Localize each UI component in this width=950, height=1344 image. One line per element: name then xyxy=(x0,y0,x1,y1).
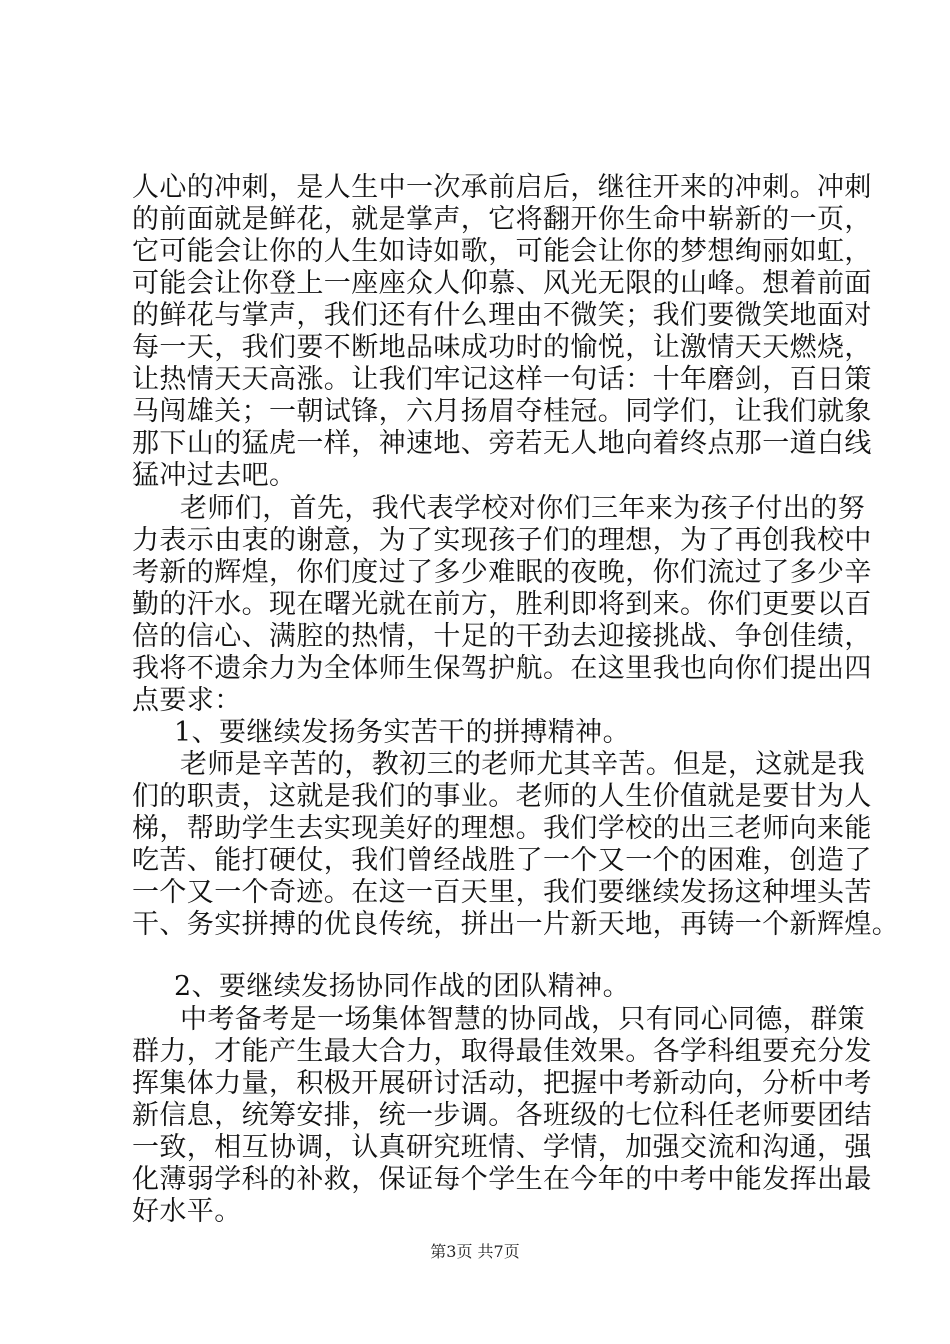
body-text-line: 考新的辉煌，你们度过了多少难眠的夜晚，你们流过了多少辛 xyxy=(132,556,872,588)
paragraph-start-line: 老师们，首先，我代表学校对你们三年来为孩子付出的努 xyxy=(180,492,865,524)
body-text-line: 一致，相互协调，认真研究班情、学情，加强交流和沟通，强 xyxy=(132,1131,872,1163)
body-text-line: 可能会让你登上一座座众人仰慕、风光无限的山峰。想着前面 xyxy=(132,268,872,300)
body-text-line: 勤的汗水。现在曙光就在前方，胜利即将到来。你们更要以百 xyxy=(132,588,872,620)
body-text-line: 一个又一个奇迹。在这一百天里，我们要继续发扬这种埋头苦 xyxy=(132,877,872,909)
body-text-line: 力表示由衷的谢意，为了实现孩子们的理想，为了再创我校中 xyxy=(132,524,872,556)
page-number-footer: 第3页 共7页 xyxy=(430,1242,520,1261)
section-heading: 1、要继续发扬务实苦干的拼搏精神。 xyxy=(174,716,630,748)
body-text-line: 马闯雄关；一朝试锋，六月扬眉夺桂冠。同学们，让我们就象 xyxy=(132,396,872,428)
body-text-line: 猛冲过去吧。 xyxy=(132,460,297,492)
body-text-line: 那下山的猛虎一样，神速地、旁若无人地向着终点那一道白线 xyxy=(132,428,872,460)
body-text-line: 让热情天天高涨。让我们牢记这样一句话：十年磨剑，百日策 xyxy=(132,364,872,396)
body-text-line: 的前面就是鲜花，就是掌声，它将翻开你生命中崭新的一页， xyxy=(132,204,872,236)
paragraph-start-line: 老师是辛苦的，教初三的老师尤其辛苦。但是，这就是我 xyxy=(180,748,865,780)
body-text-line: 挥集体力量，积极开展研讨活动，把握中考新动向，分析中考 xyxy=(132,1067,872,1099)
body-text-line: 梯，帮助学生去实现美好的理想。我们学校的出三老师向来能 xyxy=(132,813,872,844)
body-text-line: 的鲜花与掌声，我们还有什么理由不微笑；我们要微笑地面对 xyxy=(132,300,872,332)
body-text-line: 点要求： xyxy=(132,684,242,716)
body-text-line: 群力，才能产生最大合力，取得最佳效果。各学科组要充分发 xyxy=(132,1035,872,1067)
body-text-line: 新信息，统筹安排，统一步调。各班级的七位科任老师要团结 xyxy=(132,1099,872,1131)
body-text-line: 化薄弱学科的补救，保证每个学生在今年的中考中能发挥出最 xyxy=(132,1163,872,1195)
body-text-line: 吃苦、能打硬仗，我们曾经战胜了一个又一个的困难，创造了 xyxy=(132,845,872,877)
section-heading: 2、要继续发扬协同作战的团队精神。 xyxy=(174,971,630,1003)
body-text-line: 倍的信心、满腔的热情，十足的干劲去迎接挑战、争创佳绩， xyxy=(132,620,872,652)
body-text-line: 们的职责，这就是我们的事业。老师的人生价值就是要甘为人 xyxy=(132,780,872,812)
body-text-line: 好水平。 xyxy=(132,1195,242,1227)
body-text-line: 干、务实拼搏的优良传统，拼出一片新天地，再铸一个新辉煌。 xyxy=(132,909,900,941)
body-text-line: 每一天，我们要不断地品味成功时的愉悦，让激情天天燃烧， xyxy=(132,332,872,364)
body-text-line: 我将不遗余力为全体师生保驾护航。在这里我也向你们提出四 xyxy=(132,652,872,684)
paragraph-start-line: 中考备考是一场集体智慧的协同战，只有同心同德，群策 xyxy=(180,1003,865,1035)
body-text-line: 人心的冲刺，是人生中一次承前启后，继往开来的冲刺。冲刺 xyxy=(132,172,872,203)
body-text-line: 它可能会让你的人生如诗如歌，可能会让你的梦想绚丽如虹， xyxy=(132,236,872,268)
